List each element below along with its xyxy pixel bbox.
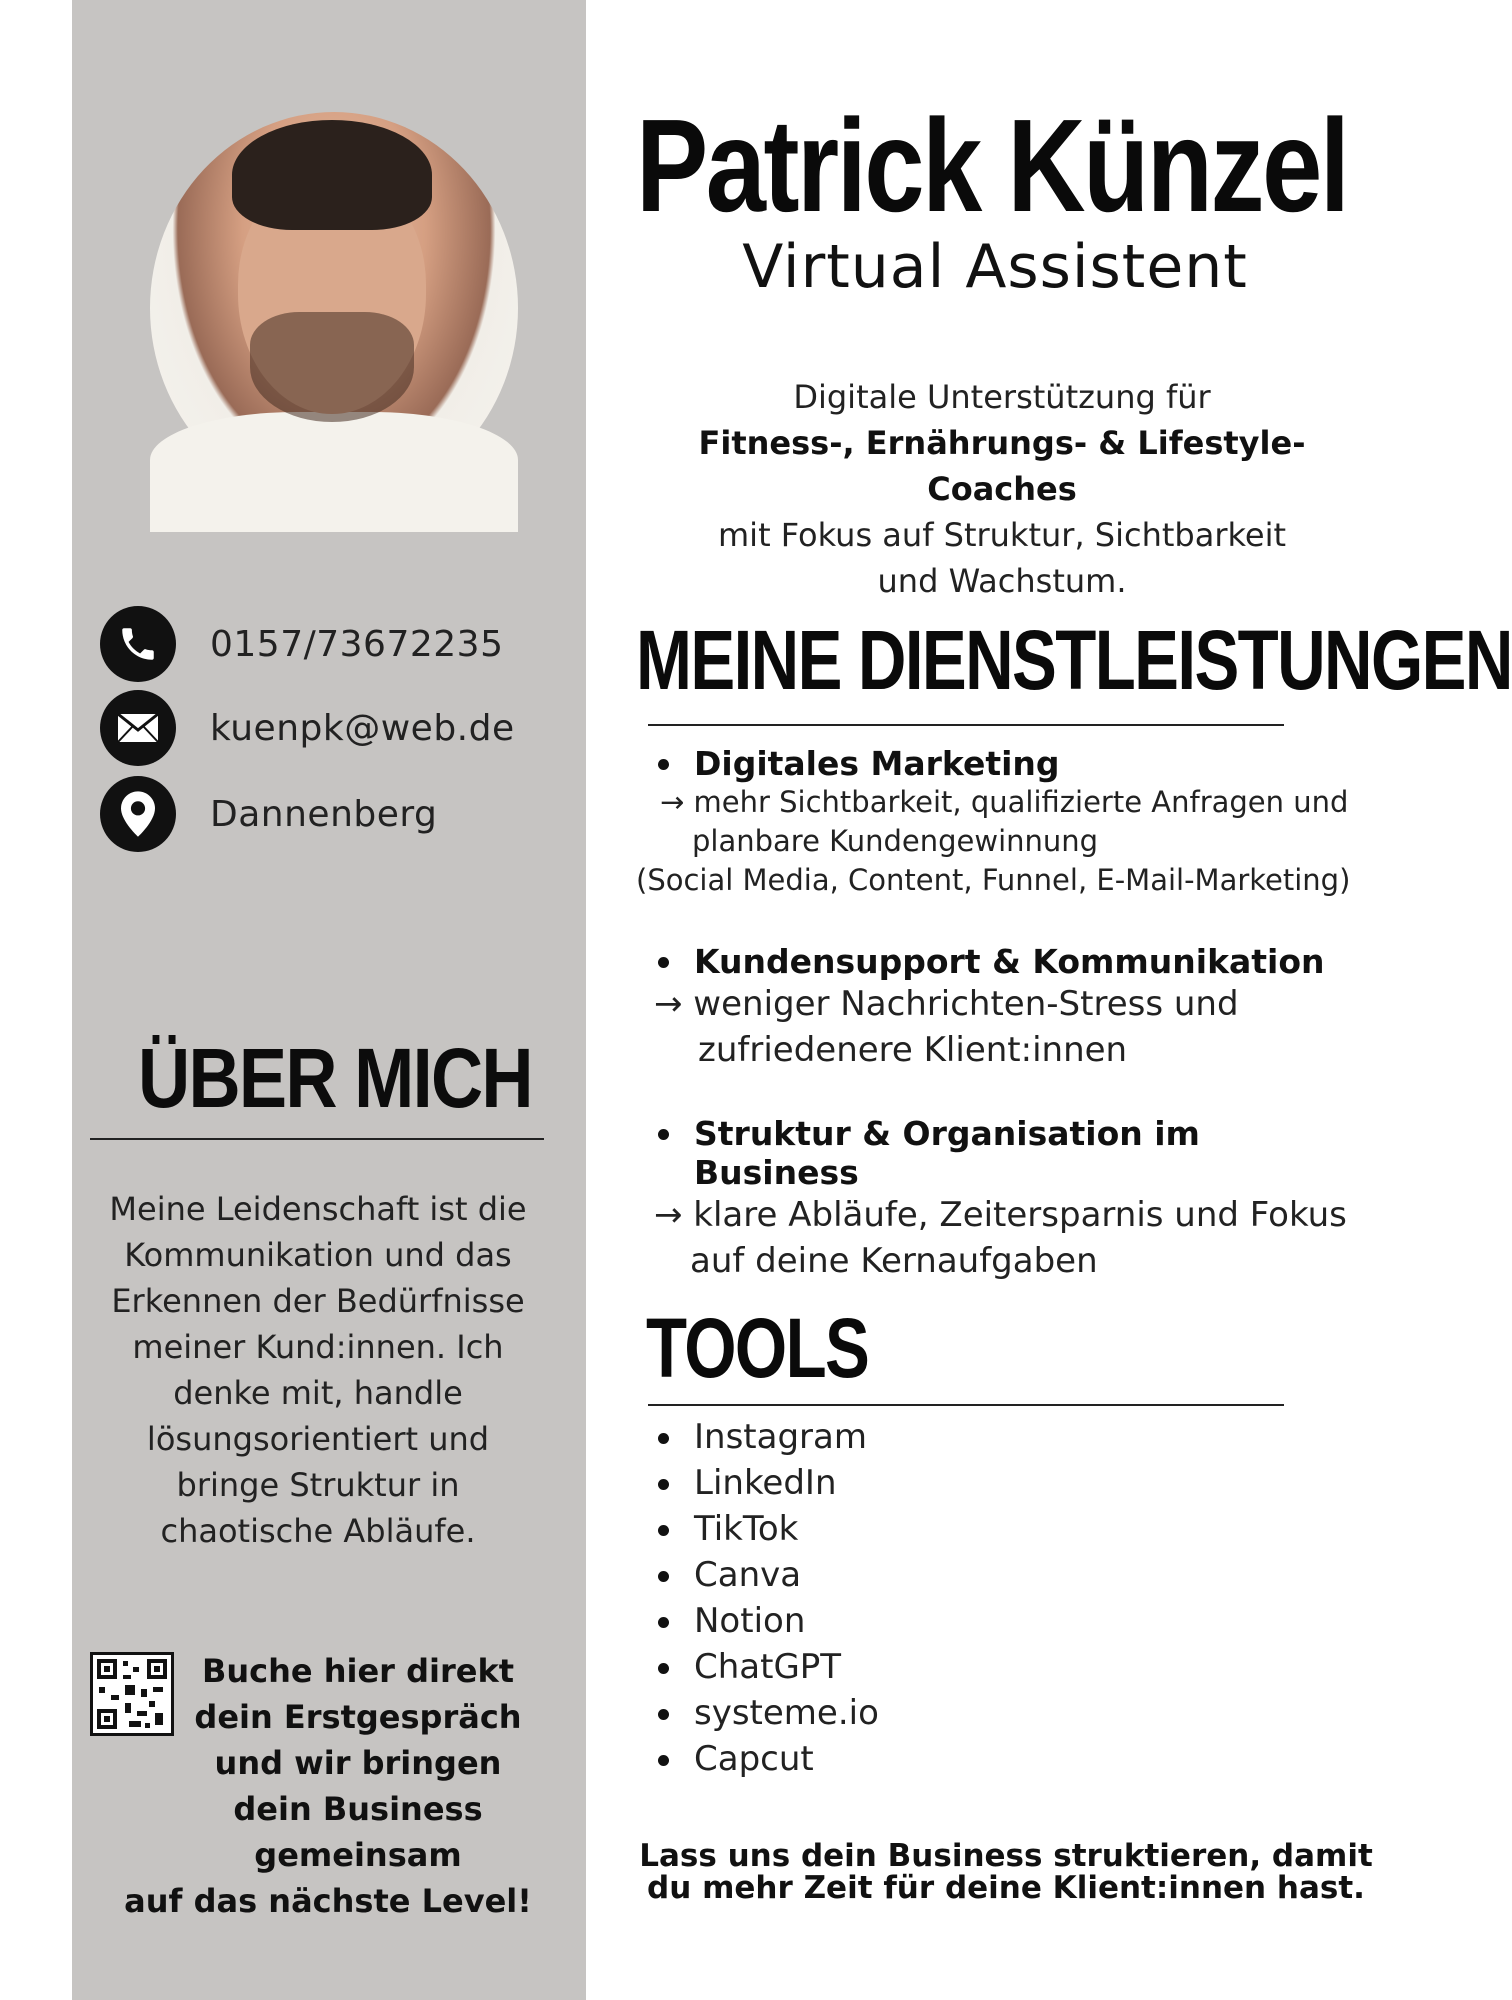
list-item: ChatGPT — [656, 1644, 879, 1690]
list-item: systeme.io — [656, 1690, 879, 1736]
about-text: Meine Leidenschaft ist die Kommunikation und das Erkennen der Bedürfnisse meiner Kund:innen. Ich denke mit, handle lösungsorientiert und bringe Struktur in chaotische Abläufe. — [109, 1190, 527, 1550]
about-divider — [90, 1138, 544, 1140]
tools-divider — [648, 1404, 1284, 1406]
mail-icon — [100, 690, 176, 766]
list-item: Canva — [656, 1552, 879, 1598]
profile-photo — [150, 112, 518, 504]
service-item: Struktur & Organisation im Business → klare Abläufe, Zeitersparnis und Fokus auf deine Kernaufgaben — [636, 1114, 1376, 1284]
location-text: Dannenberg — [210, 793, 438, 835]
service-item: Digitales Marketing → mehr Sichtbarkeit, qualifizierte Anfragen und planbare Kundengewinnung (Social Media, Content, Funnel, E-Mail-Marketing) — [636, 744, 1376, 900]
intro-text: Digitale Unterstützung für Fitness-, Ernährungs- & Lifestyle-Coaches mit Fokus auf Struktur, Sichtbarkeit und Wachstum. — [698, 378, 1306, 600]
list-item: Notion — [656, 1598, 879, 1644]
booking-cta[interactable]: Buche hier direkt dein Erstgespräch und wir bringen dein Business gemeinsam auf das nächste Level! — [124, 1652, 532, 1920]
list-item: Instagram — [656, 1414, 879, 1460]
location-pin-icon — [100, 776, 176, 852]
closing-statement: Lass uns dein Business struktieren, damit du mehr Zeit für deine Klient:innen hast. — [639, 1838, 1373, 1906]
list-item: TikTok — [656, 1506, 879, 1552]
services-divider — [648, 724, 1284, 726]
full-name: Patrick Künzel — [636, 92, 1348, 239]
email-address: kuenpk@web.de — [210, 707, 515, 749]
list-item: Capcut — [656, 1736, 879, 1782]
list-item: LinkedIn — [656, 1460, 879, 1506]
job-title: Virtual Assistent — [742, 232, 1248, 302]
about-heading: ÜBER MICH — [138, 1031, 532, 1125]
phone-number: 0157/73672235 — [210, 623, 504, 665]
contact-phone[interactable] — [100, 606, 503, 682]
phone-icon — [100, 606, 176, 682]
tools-list — [656, 1414, 879, 1782]
tools-heading: TOOLS — [646, 1301, 869, 1395]
contact-location — [100, 776, 437, 852]
service-item: Kundensupport & Kommunikation → weniger Nachrichten-Stress und zufriedenere Klient:innen — [636, 942, 1376, 1073]
contact-email[interactable] — [100, 690, 515, 766]
services-heading: MEINE DIENSTLEISTUNGEN — [636, 613, 1512, 707]
